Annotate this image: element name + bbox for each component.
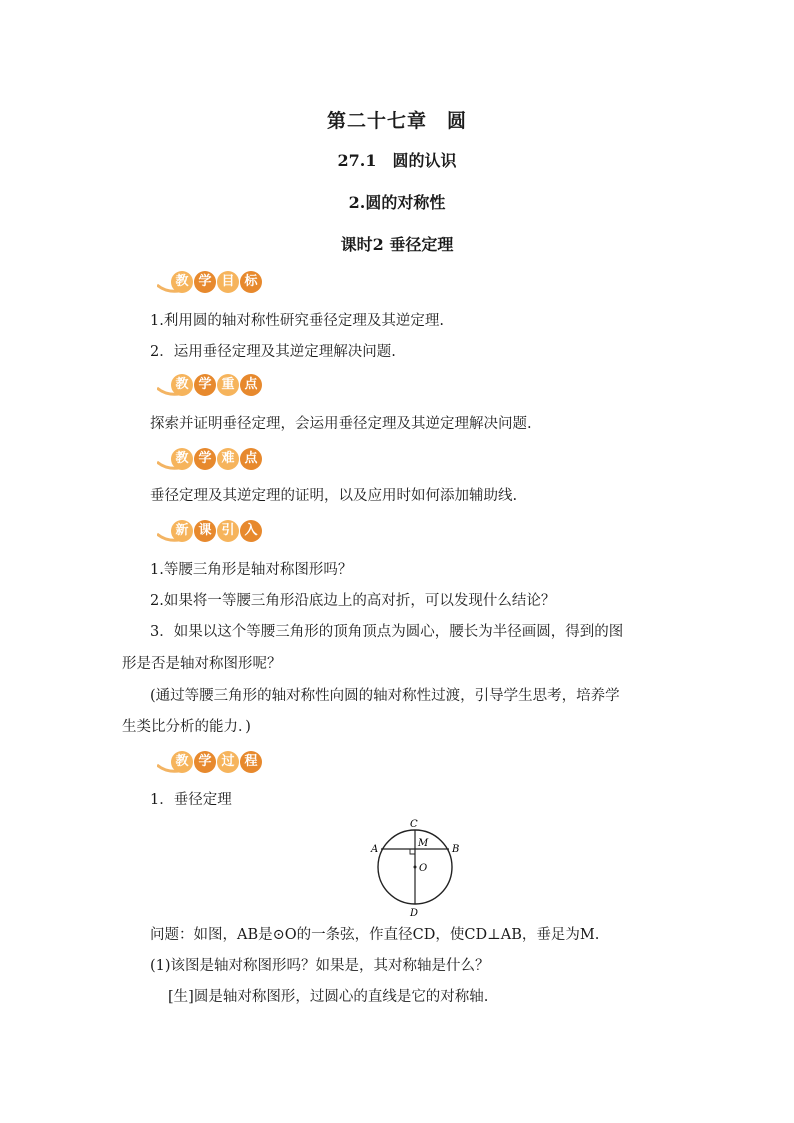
badge-char: 过 (217, 751, 239, 773)
badge-teaching-process (157, 750, 257, 776)
goal-item-1: 1.利用圆的轴对称性研究垂径定理及其逆定理. (150, 313, 444, 329)
intro-question-3-line2: 形是否是轴对称图形呢？ (122, 656, 282, 672)
lesson-title: 课时2 垂径定理 (340, 235, 454, 254)
badge-char: 重 (217, 374, 239, 396)
section-title: 27.1 圆的认识 (337, 151, 457, 170)
badge-char: 学 (194, 374, 216, 396)
badge-char: 入 (240, 520, 262, 542)
label-b: B (452, 844, 460, 855)
badge-char: 目 (217, 271, 239, 293)
badge-char: 教 (171, 271, 193, 293)
chapter-title: 第二十七章 圆 (326, 110, 467, 132)
intro-note-line2: 生类比分析的能力．) (122, 719, 251, 735)
badge-char: 学 (194, 271, 216, 293)
badge-char: 教 (171, 448, 193, 470)
badge-char: 点 (240, 374, 262, 396)
subsection-title: 2.圆的对称性 (348, 193, 446, 212)
badge-difficulties (157, 447, 257, 473)
intro-question-3-line1: 3．如果以这个等腰三角形的顶角顶点为圆心，腰长为半径画圆，得到的图 (150, 624, 624, 640)
process-subquestion-1: (1)该图是轴对称图形吗？如果是，其对称轴是什么？ (150, 958, 490, 974)
process-answer-1: [生]圆是轴对称图形，过圆心的直线是它的对称轴. (168, 989, 489, 1005)
label-a: A (371, 844, 379, 855)
label-o: O (419, 863, 428, 874)
badge-char: 引 (217, 520, 239, 542)
badge-char: 程 (240, 751, 262, 773)
badge-char: 难 (217, 448, 239, 470)
badge-new-lesson-intro (157, 519, 257, 545)
badge-char: 教 (171, 374, 193, 396)
intro-question-2: 2.如果将一等腰三角形沿底边上的高对折，可以发现什么结论？ (150, 593, 556, 609)
intro-question-1: 1.等腰三角形是轴对称图形吗？ (150, 562, 353, 578)
badge-char: 教 (171, 751, 193, 773)
process-heading: 1．垂径定理 (150, 792, 232, 808)
process-question: 问题：如图，AB是⊙O的一条弦，作直径CD，使CD⊥AB，垂足为M. (150, 927, 600, 943)
difficulties-text: 垂径定理及其逆定理的证明，以及应用时如何添加辅助线. (150, 488, 518, 504)
goal-item-2: 2．运用垂径定理及其逆定理解决问题. (150, 344, 396, 360)
badge-char: 学 (194, 751, 216, 773)
badge-char: 标 (240, 271, 262, 293)
badge-char: 新 (171, 520, 193, 542)
center-point (414, 866, 417, 869)
badge-char: 课 (194, 520, 216, 542)
key-points-text: 探索并证明垂径定理，会运用垂径定理及其逆定理解决问题. (150, 416, 532, 432)
badge-char: 学 (194, 448, 216, 470)
label-c: C (410, 819, 418, 830)
badge-key-points (157, 373, 257, 399)
circle-diagram (360, 815, 470, 917)
badge-teaching-goals (157, 270, 257, 296)
badge-char: 点 (240, 448, 262, 470)
label-m: M (418, 838, 429, 849)
intro-note-line1: (通过等腰三角形的轴对称性向圆的轴对称性过渡，引导学生思考，培养学 (150, 688, 620, 704)
right-angle-mark (410, 849, 415, 854)
label-d: D (410, 908, 419, 919)
circle-figure (360, 815, 470, 917)
